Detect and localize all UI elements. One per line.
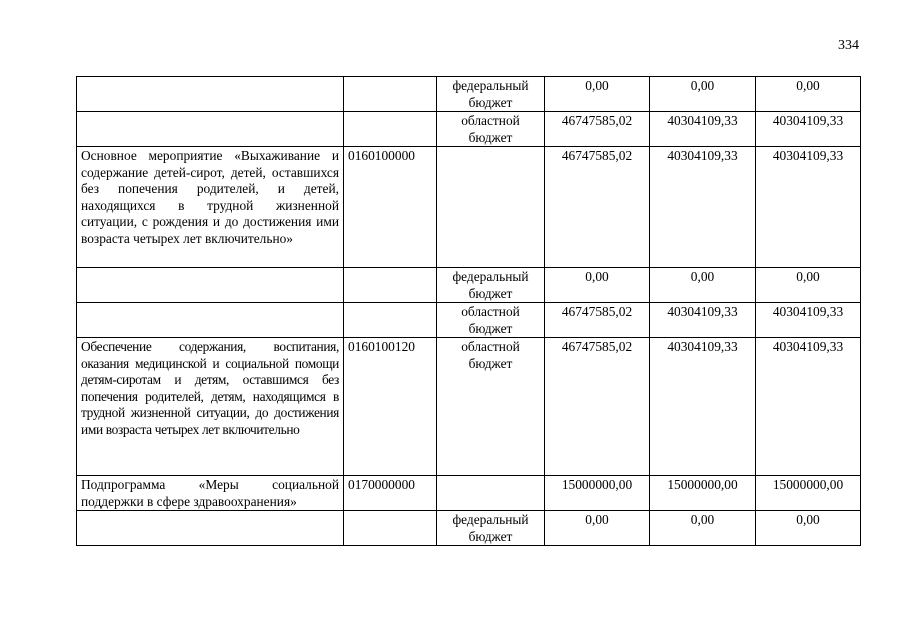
- row-code-cell: [344, 511, 437, 546]
- row-value-cell: 40304109,33: [756, 338, 861, 476]
- row-value-cell: 40304109,33: [650, 303, 756, 338]
- row-value-cell: 40304109,33: [756, 303, 861, 338]
- row-name-cell: Обеспечение содержания, воспитания, оказания медицинской и социальной помощи детям-сиротам и детям, оставшимся без попечения родителей, детям, находящимся в трудной жизненной ситуации, до достижения ими возраста четырех лет включительно: [77, 338, 344, 476]
- row-value-cell: 40304109,33: [650, 112, 756, 147]
- row-value-cell: 0,00: [756, 511, 861, 546]
- row-code-cell: 0160100120: [344, 338, 437, 476]
- row-code-cell: [344, 112, 437, 147]
- row-source-cell: федеральный бюджет: [437, 511, 545, 546]
- row-source-cell: [437, 476, 545, 511]
- row-value-cell: 40304109,33: [756, 112, 861, 147]
- table-row: [77, 338, 861, 476]
- row-value-cell: 40304109,33: [650, 147, 756, 268]
- row-code-cell: 0160100000: [344, 147, 437, 268]
- row-value-cell: 46747585,02: [545, 303, 650, 338]
- table-row: [77, 511, 861, 546]
- row-source-cell: федеральный бюджет: [437, 268, 545, 303]
- row-value-cell: 15000000,00: [756, 476, 861, 511]
- row-value-cell: 40304109,33: [756, 147, 861, 268]
- row-name-cell: Основное мероприятие «Выхаживание и содержание детей-сирот, детей, оставшихся без попечения родителей, и детей, находящихся в трудной жизненной ситуации, с рождения и до достижения ими возраста четырех лет включительно»: [77, 147, 344, 268]
- budget-table: [76, 76, 861, 546]
- row-value-cell: 46747585,02: [545, 112, 650, 147]
- row-source-cell: федеральный бюджет: [437, 77, 545, 112]
- row-code-cell: [344, 303, 437, 338]
- row-value-cell: 40304109,33: [650, 338, 756, 476]
- row-value-cell: 0,00: [545, 511, 650, 546]
- row-name-cell: [77, 77, 344, 112]
- row-value-cell: 0,00: [545, 268, 650, 303]
- row-value-cell: 15000000,00: [545, 476, 650, 511]
- row-code-cell: [344, 77, 437, 112]
- row-code-cell: [344, 268, 437, 303]
- table-row: [77, 77, 861, 112]
- row-value-cell: 0,00: [650, 511, 756, 546]
- row-value-cell: 46747585,02: [545, 338, 650, 476]
- row-value-cell: 46747585,02: [545, 147, 650, 268]
- table-row: [77, 303, 861, 338]
- row-name-cell: Подпрограмма «Меры социальной поддержки в сфере здравоохранения»: [77, 476, 344, 511]
- row-source-cell: областной бюджет: [437, 303, 545, 338]
- page-number: 334: [838, 38, 859, 53]
- table-row: [77, 147, 861, 268]
- row-value-cell: 0,00: [756, 77, 861, 112]
- row-value-cell: 0,00: [650, 268, 756, 303]
- row-code-cell: 0170000000: [344, 476, 437, 511]
- row-source-cell: областной бюджет: [437, 338, 545, 476]
- row-name-cell: [77, 112, 344, 147]
- table-row: [77, 268, 861, 303]
- row-source-cell: [437, 147, 545, 268]
- row-value-cell: 0,00: [650, 77, 756, 112]
- table-row: [77, 112, 861, 147]
- row-value-cell: 0,00: [756, 268, 861, 303]
- row-value-cell: 0,00: [545, 77, 650, 112]
- table-row: [77, 476, 861, 511]
- row-name-cell: [77, 303, 344, 338]
- row-source-cell: областной бюджет: [437, 112, 545, 147]
- row-value-cell: 15000000,00: [650, 476, 756, 511]
- row-name-cell: [77, 511, 344, 546]
- row-name-cell: [77, 268, 344, 303]
